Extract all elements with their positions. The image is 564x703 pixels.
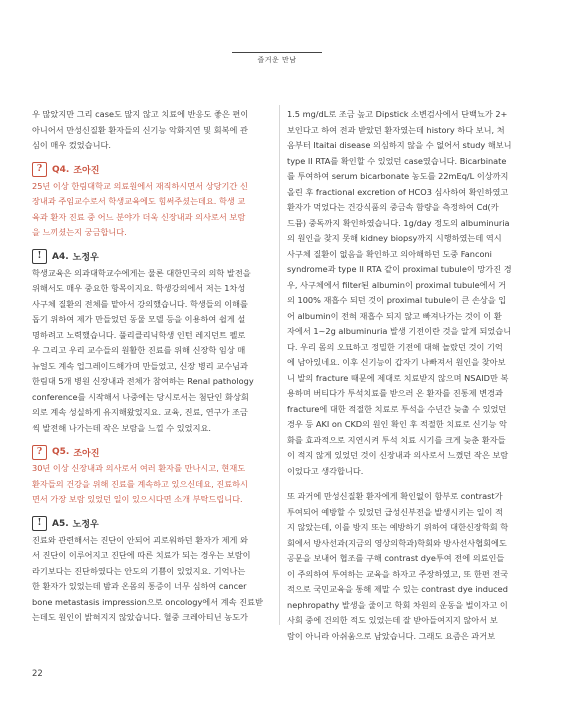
interviewer-name: 조아진	[73, 448, 100, 459]
answer-label: A4.	[52, 251, 69, 262]
header-rule	[232, 52, 322, 53]
right-column	[287, 107, 527, 644]
paragraph-spacer	[287, 479, 527, 489]
page-number: 22	[32, 669, 43, 679]
question-mark-icon: ?	[32, 445, 47, 460]
answer-4-text: 학생교육은 의과대학교수에게는 물론 대한민국의 의학 발전을 위해서도 매우 중요한 항목이지요. 학생강의에서 저는 1차성 사구체 질환의 전체를 맡아서 강의했습니다. 학생들의 이해를 돕기 위하여 제가 만들었던 동물 모델 등을 이용하여 쉽게 설 명하려고 노력했습니다. 풀리클리닉학생 인턴 레지던트 펠로 우 그리고 우리 교수들의 원활한 진료를 위해 신장학 임상 매 뉴얼도 계속 업그레이드해가며 만들었고, 신장 병리 교수님과 한림대 5개 병원 신장내과 전체가 참여하는 Renal pathology conference를 시작해서 나중에는 당시로서는 첨단인 화상회 의로 계속 성실하게 유지해왔었지요. 교육, 진료, 연구가 조금 씩 발전해 나가는데 작은 보람을 느낄 수 있었지요.	[32, 267, 254, 433]
question-5-text: 30년 이상 신장내과 의사로서 여러 환자를 만나시고, 현재도 환자들의 건강을 위해 진료를 계속하고 있으신데요, 진료하시 면서 가장 보람 있었던 일이 있으시다면 소개 부탁드립니다.	[32, 463, 248, 504]
answer-5-text: 진료와 관련해서는 진단이 안되어 괴로워하던 환자가 제게 와 서 진단이 이루어지고 진단에 따른 치료가 되는 경우는 보람이 라기보다는 진단하였다는 안도의 기쁨이 있었지요. 기억나는 한 환자가 있었는데 밤과 온몸의 통증이 너무 심하여 cancer bone metastasis impression으로 oncology에서 계속 진료받 는데도 원인이 밝혀지지 않았습니다. 혈중 크레아티닌 농도가	[32, 534, 263, 622]
exclamation-icon: !	[32, 249, 47, 264]
exclamation-icon: !	[32, 516, 47, 531]
intro-paragraph: 우 많았지만 그리 case도 많지 않고 치료에 반응도 좋은 편이 아니어서 만성신질환 환자들의 신기능 악화지연 및 회복에 관 심이 매우 컸었습니다.	[32, 109, 249, 150]
interviewer-name: 조아진	[73, 166, 100, 176]
contrast-paragraph: 또 과거에 만성신질환 환자에게 확인없이 함부로 contrast가 투여되어 예방할 수 있었던 급성신부전을 발생시키는 일이 적 지 않았는데, 이를 방지 또는 예방하기 위하여 대한신장학회 학 회에서 방사선과(지금의 영상의학과)학회와 방사선사협회에도 공문을 보내어 협조를 구해 contrast dye투여 전에 의료인들 이 주의하여 투여하는 교육을 하자고 주장하였고, 또 한편 전국 적으로 국민교육을 통해 제말 수 있는 contrast dye induced nephropathy 발생을 줄이고 학회 차원의 운동을 벌이자고 이 사회 중에 건의한 적도 있었는데 잘 받아들여지지 않아서 보 람이 아니라 아쉬움으로 남았습니다. 그래도 요즘은 과거보	[287, 491, 509, 641]
answer-5-heading	[32, 516, 272, 532]
answer-label: A5.	[52, 518, 69, 529]
question-5-heading	[32, 444, 272, 460]
section-title: 즐거운 만남	[257, 56, 297, 64]
question-label: Q5.	[52, 447, 70, 457]
question-4-heading	[32, 162, 272, 178]
answer-5-continued: 1.5 mg/dL로 조금 높고 Dipstick 소변검사에서 단백뇨가 2+ 보인다고 하여 전과 받았던 환자였는데 history 하다 보니, 처 음부터 Itaitai disease 의심하지 않을 수 없어서 study 해보니 type II RTA를 확인할 수 있었던 case였습니다. Bicarbinate 를 투여하여 serum bicarbonate 농도를 22mEq/L 이상까지 올린 후 fractional excretion of HCO3 심사하여 확인하였고 환자가 먹었다는 건강식품의 중금속 함량을 측정하여 Cd(카 드뮴) 중독까지 확인하였습니다. 1g/day 정도의 albuminuria 의 원인을 찾지 못해 kidney biopsy까지 시행하였는데 역시 사구체 질환이 없음을 확인하고 의아해하던 도중 Fanconi syndrome과 type II RTA 같이 proximal tubule이 망가진 경 우, 사구체에서 filter된 albumin이 proximal tubule에서 거 의 100% 재흡수 되던 것이 proximal tubule이 큰 손상을 입 어 albumin이 전혀 재흡수 되지 않고 빠져나가는 것이 이 환 자에서 1~2g albuminuria 발생 기전이란 것을 알게 되었습니 다. 우리 몸의 오묘하고 정밀한 기전에 대해 놀랐던 것이 기억 에 남아있네요. 이후 신기능이 갑자기 나빠져서 원인을 찾아보 니 발의 fracture 때문에 제대로 치료받지 않으며 NSAID만 복 용하며 버티다가 투석치료를 받으러 온 환자를 진통제 변경과 fracture에 대한 적절한 치료로 투석을 수년간 늦출 수 있었던 경우 등 AKI on CKD의 원인 확인 후 적절한 치료로 신기능 악 화를 효과적으로 지연시켜 투석 치료 시기를 크게 늦춘 환자들 이 적지 않게 있었던 것이 신장내과 의사로서 느꼈던 작은 보람 이었다고 생각합니다.	[287, 109, 512, 476]
left-column	[32, 107, 272, 626]
question-mark-icon: ?	[32, 162, 47, 177]
question-4-text: 25년 이상 한림대학교 의료원에서 재직하시면서 상당기간 신 장내과 주임교수로서 학생교육에도 힘써주셨는데요. 학생 교 육과 환자 진료 중 어느 분야가 더욱 신장내과 의사로서 보람 을 느끼셨는지 궁금합니다.	[32, 180, 248, 237]
interviewee-name: 노정우	[72, 520, 99, 530]
column-divider	[279, 105, 280, 625]
question-label: Q4.	[52, 164, 70, 175]
interviewee-name: 노정우	[72, 253, 99, 263]
answer-4-heading	[32, 249, 272, 265]
